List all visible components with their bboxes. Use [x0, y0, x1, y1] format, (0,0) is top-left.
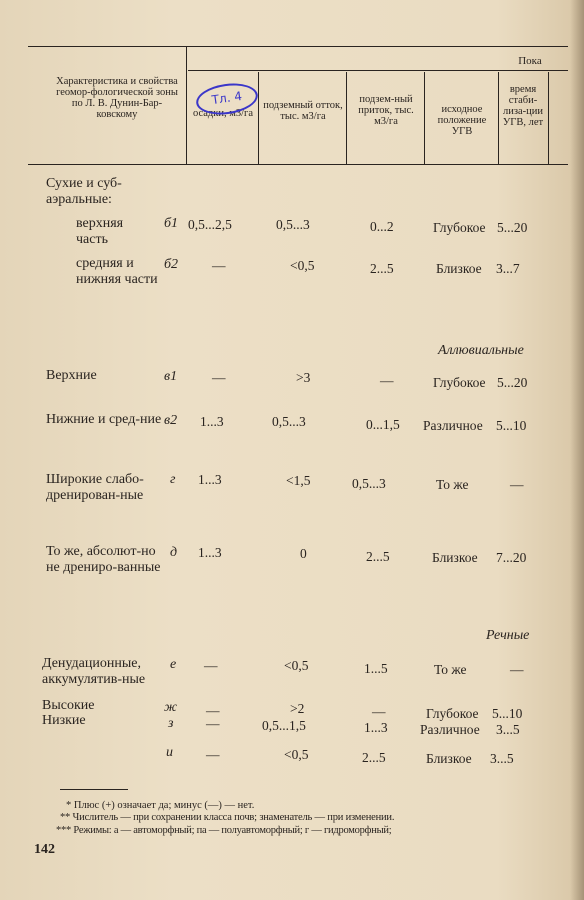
header-underground-outflow: подземный отток, тыс. м3/га: [263, 100, 343, 122]
row-inflow: —: [380, 373, 394, 388]
page-spine-shadow: [570, 0, 584, 900]
row-groundwater: Глубокое: [433, 375, 486, 390]
col-divider-2: [346, 72, 347, 164]
col-divider-3: [424, 72, 425, 164]
header-initial-groundwater: исходное положение УГВ: [437, 104, 487, 137]
row-precipitation: —: [212, 258, 226, 273]
row-stabilization: 3...5: [496, 722, 520, 737]
row-inflow: 2...5: [366, 549, 390, 564]
row-label: Высокие: [42, 698, 95, 713]
row-outflow: 0: [300, 546, 307, 561]
footnote-1: * Плюс (+) означает да; минус (—) — нет.: [66, 800, 255, 811]
page-number: 142: [34, 842, 55, 857]
section-alluvial: Аллювиальные: [438, 343, 524, 358]
row-index: ж: [164, 700, 178, 715]
row-inflow: 0...2: [370, 219, 394, 234]
table-top-rule: [28, 46, 568, 47]
header-group-title: Пока: [518, 55, 542, 67]
row-outflow: <0,5: [284, 658, 309, 673]
row-precipitation: —: [212, 370, 226, 385]
group-header-rule: [188, 70, 568, 71]
col-divider-0: [186, 46, 187, 164]
col-divider-4: [498, 72, 499, 164]
row-index: в1: [164, 369, 178, 384]
row-stabilization: 5...20: [497, 220, 528, 235]
row-stabilization: —: [510, 662, 524, 677]
row-precipitation: 1...3: [198, 545, 222, 560]
row-index: е: [170, 657, 177, 672]
row-precipitation: 0,5...2,5: [188, 217, 232, 232]
row-index: г: [170, 472, 176, 487]
row-precipitation: —: [206, 703, 220, 718]
row-inflow: 2...5: [362, 750, 386, 765]
row-groundwater: Различное: [423, 418, 483, 433]
row-outflow: <0,5: [290, 258, 315, 273]
row-groundwater: Близкое: [436, 261, 482, 276]
row-groundwater: Глубокое: [433, 220, 486, 235]
row-stabilization: 3...5: [490, 751, 514, 766]
row-outflow: <1,5: [286, 473, 311, 488]
row-outflow: 0,5...3: [276, 217, 310, 232]
footnote-2: ** Числитель — при сохранении класса почв; знаменатель — при изменении.: [60, 812, 395, 823]
row-groundwater: Глубокое: [426, 706, 479, 721]
row-stabilization: 7...20: [496, 550, 527, 565]
row-stabilization: 3...7: [496, 261, 520, 276]
row-precipitation: —: [206, 747, 220, 762]
row-outflow: 0,5...3: [272, 414, 306, 429]
row-stabilization: —: [510, 477, 524, 492]
row-stabilization: 5...20: [497, 375, 528, 390]
header-underground-inflow: подзем-ный приток, тыс. м3/га: [358, 94, 414, 127]
row-index: б1: [164, 216, 179, 231]
row-label: То же, абсолют-но не дрениро-ванные: [46, 544, 161, 575]
section-dry: Сухие и суб-аэральные:: [46, 176, 122, 207]
row-inflow: 1...5: [364, 661, 388, 676]
row-label: Низкие: [42, 713, 86, 728]
header-characteristic: Характеристика и свойства геомор-фологической зоны по Л. В. Дунин-Бар-ковскому: [56, 76, 178, 120]
header-stabilization-time: время стаби-лиза-ции УГВ, лет: [502, 84, 544, 128]
row-precipitation: —: [204, 658, 218, 673]
header-bottom-rule: [28, 164, 568, 165]
row-inflow: 0,5...3: [352, 476, 386, 491]
row-index: д: [170, 545, 178, 560]
row-index: в2: [164, 413, 178, 428]
row-outflow: >2: [290, 701, 305, 716]
footnote-rule: [60, 789, 128, 790]
row-inflow: 1...3: [364, 720, 388, 735]
row-groundwater: То же: [434, 662, 467, 677]
row-precipitation: —: [206, 716, 220, 731]
row-stabilization: 5...10: [492, 706, 523, 721]
row-label: Нижние и сред-ние: [46, 412, 162, 427]
col-divider-5: [548, 72, 549, 164]
row-groundwater: Различное: [420, 722, 480, 737]
row-groundwater: Близкое: [432, 550, 478, 565]
row-label: верхняя часть: [76, 216, 124, 247]
footnote-3: *** Режимы: а — автоморфный; па — полуавтоморфный; г — гидроморфный;: [56, 825, 392, 836]
row-label: средняя и нижняя части: [76, 256, 158, 287]
row-index: б2: [164, 257, 179, 272]
row-outflow: <0,5: [284, 747, 309, 762]
row-inflow: —: [372, 704, 386, 719]
row-outflow: 0,5...1,5: [262, 718, 306, 733]
row-precipitation: 1...3: [198, 472, 222, 487]
row-groundwater: То же: [436, 477, 469, 492]
row-inflow: 0...1,5: [366, 417, 400, 432]
row-precipitation: 1...3: [200, 414, 224, 429]
col-divider-1: [258, 72, 259, 164]
handwritten-stamp: Тл. 4: [194, 80, 260, 118]
header-precipitation: осадки, м3/га: [192, 108, 254, 119]
row-stabilization: 5...10: [496, 418, 527, 433]
row-label: Верхние: [46, 368, 97, 383]
row-index: з: [168, 716, 174, 731]
row-outflow: >3: [296, 370, 311, 385]
row-label: Денудационные, аккумулятив-ные: [42, 656, 146, 687]
row-label: Широкие слабо-дренирован-ные: [46, 472, 144, 503]
row-index: и: [166, 745, 173, 760]
row-groundwater: Близкое: [426, 751, 472, 766]
section-river: Речные: [486, 628, 530, 643]
row-inflow: 2...5: [370, 261, 394, 276]
